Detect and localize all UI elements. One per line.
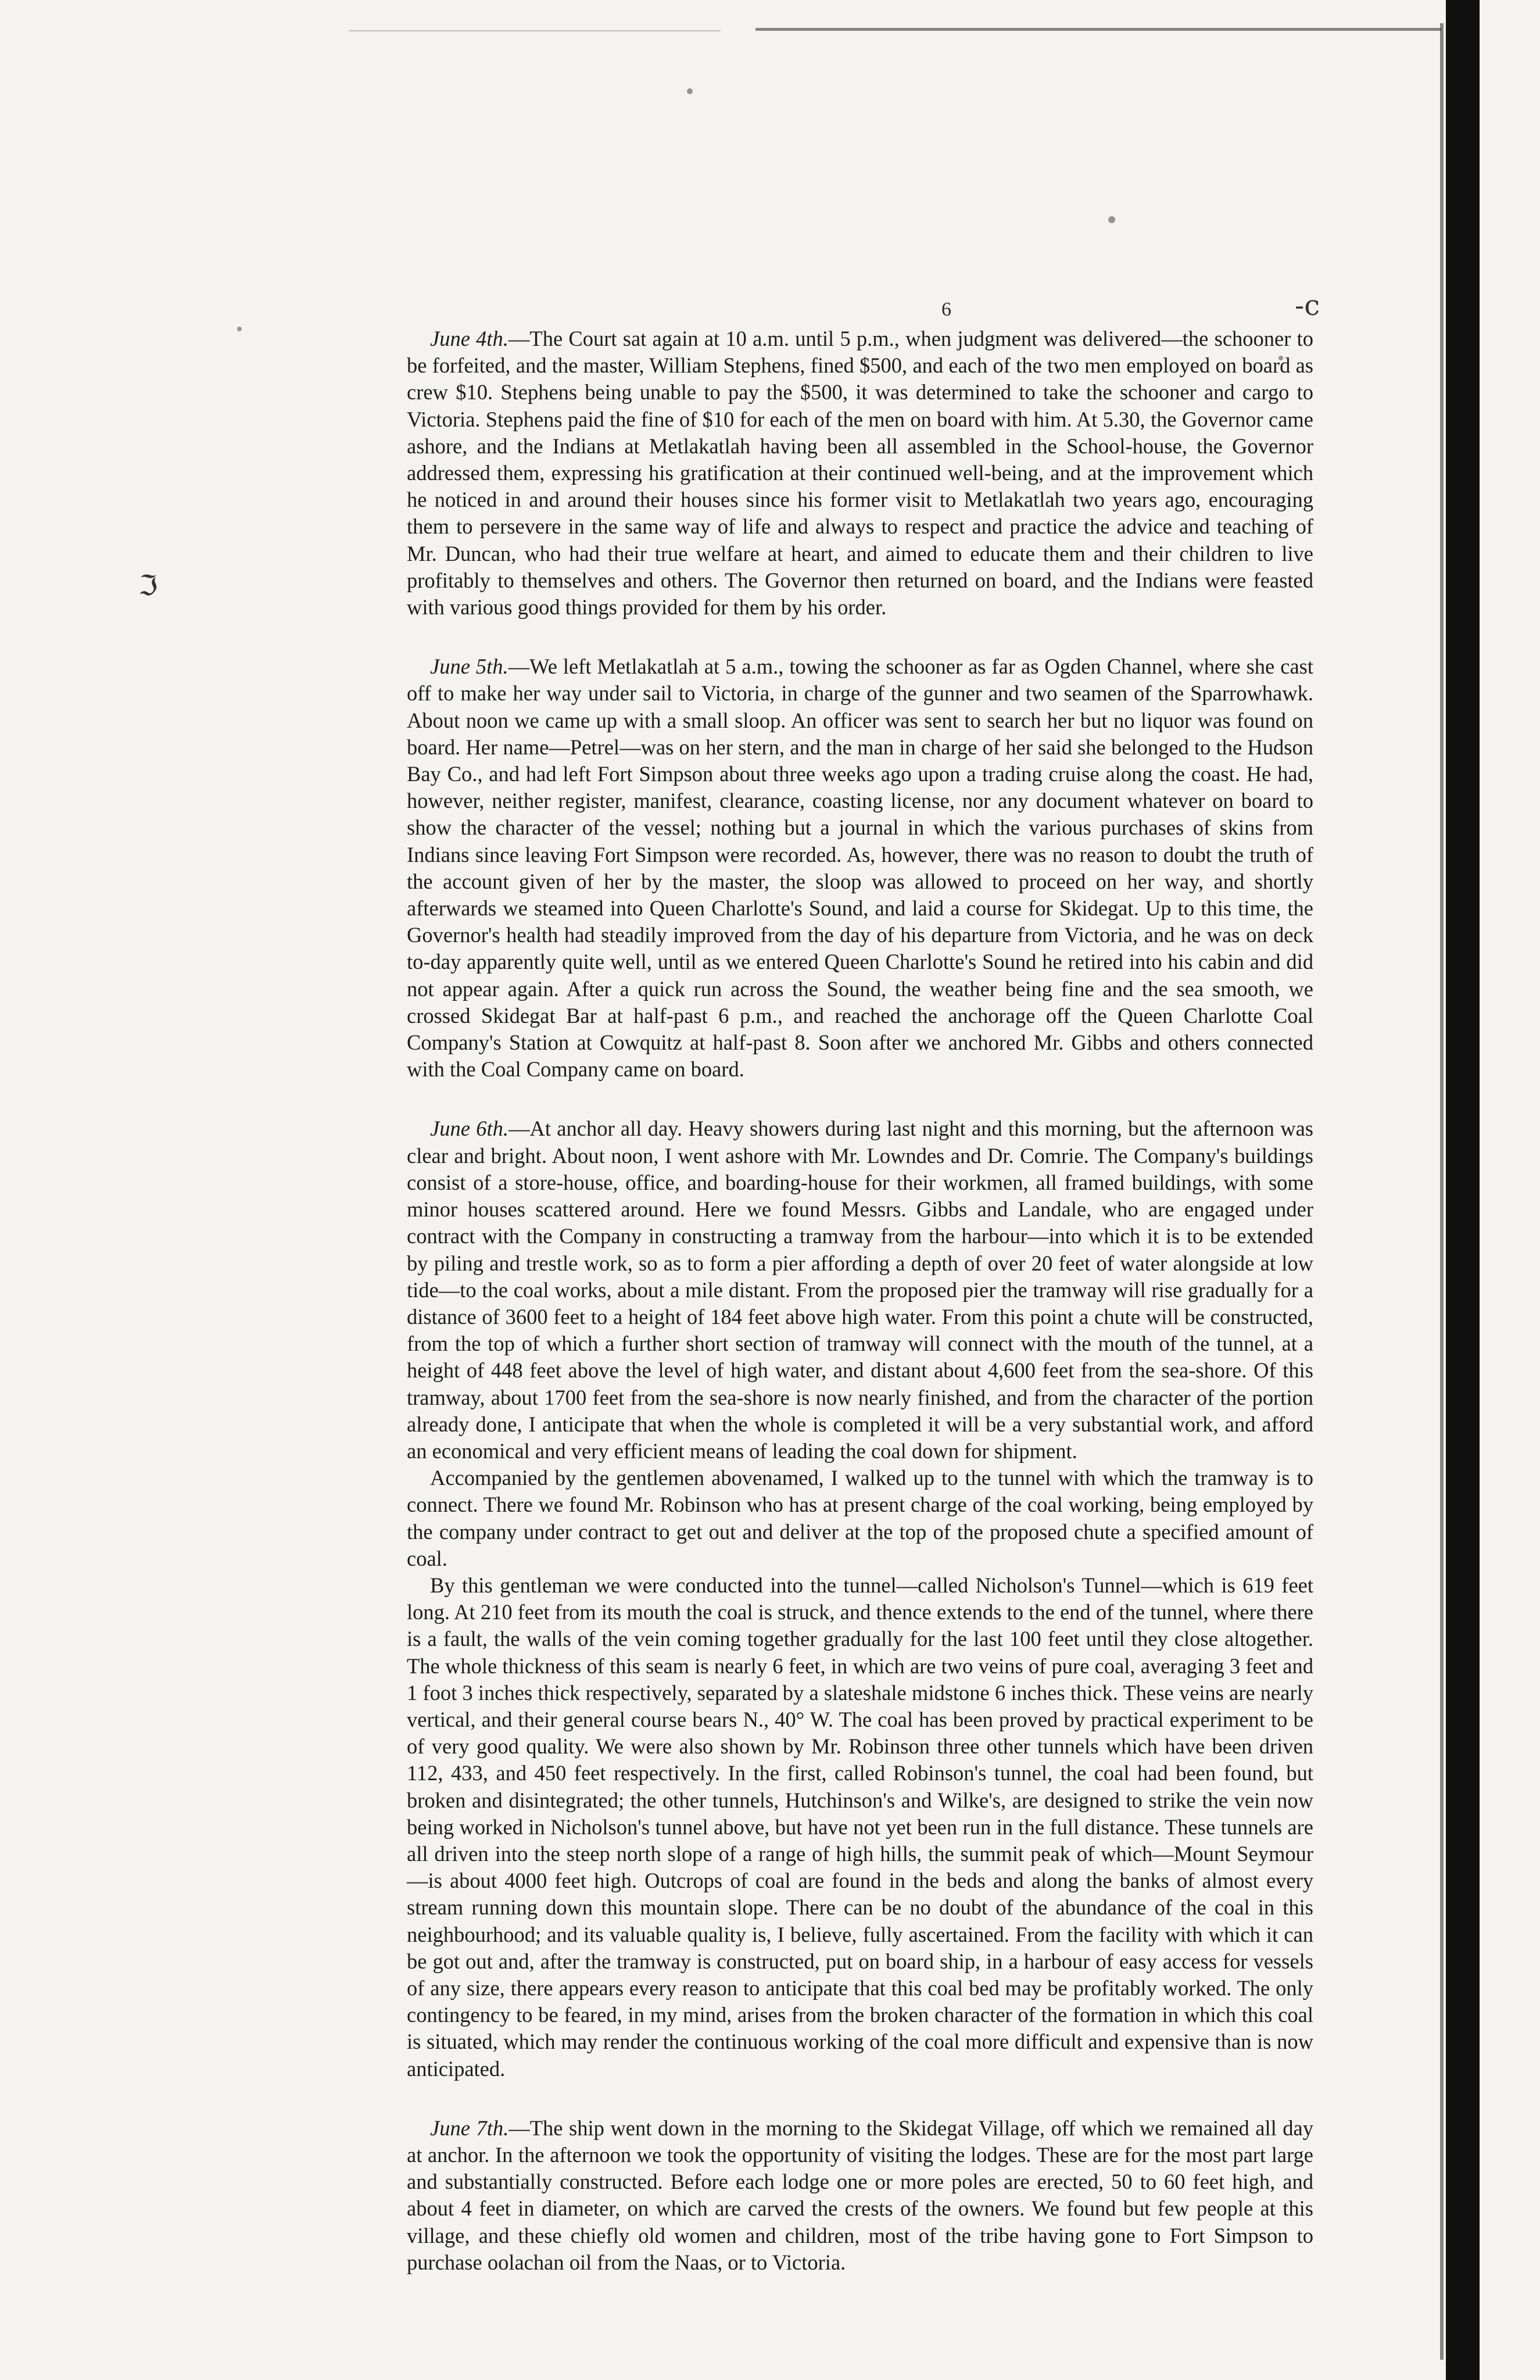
scan-edge-bar — [1446, 0, 1480, 2380]
entry-paragraph — [407, 2115, 1313, 2276]
scan-speck — [237, 327, 242, 331]
entry-paragraph — [407, 325, 1313, 621]
entry-paragraph — [407, 1115, 1313, 1465]
entry-paragraph: By this gentleman we were conducted into the tunnel—called Nicholson's Tunnel—which is 619 feet long. At 210 feet from its mouth the coal is struck, and thence extends to the end of the tunnel, where there is a fault, the walls of the vein coming together gradually for the last 100 feet until they close altogether. The whole thickness of this seam is nearly 6 feet, in which are two veins of pure coal, averaging 3 feet and 1 foot 3 inches thick respectively, separated by a slateshale midstone 6 inches thick. These veins are nearly vertical, and their general course bears N., 40° W. The coal has been proved by practical experiment to be of very good quality. We were also shown by Mr. Robinson three other tunnels which have been driven 112, 433, and 450 feet respectively. In the first, called Robinson's tunnel, the coal had been found, but broken and disintegrated; the other tunnels, Hutchinson's and Wilke's, are designed to strike the vein now being worked in Nicholson's tunnel above, but have not yet been run in the full distance. These tunnels are all driven into the steep north slope of a range of high hills, the summit peak of which—Mount Seymour—is about 4000 feet high. Outcrops of coal are found in the beds and along the banks of almost every stream running down this mountain slope. There can be no doubt of the abundance of the coal in this neighbourhood; and its valuable quality is, I believe, fully ascertained. From the facility with which it can be got out and, after the tramway is constructed, put on board ship, in a harbour of easy access for vessels of any size, there appears every reason to anticipate that this coal bed may be profitably worked. The only contingency to be feared, in my mind, arises from the broken character of the formation in which this coal is situated, which may render the continuous working of the coal more difficult and expensive than is now anticipated. — [407, 1573, 1313, 2081]
scan-speck — [687, 88, 693, 94]
scan-top-rule — [755, 28, 1441, 31]
entry-date: June 6th. — [430, 1116, 508, 1141]
entry-date: June 5th. — [430, 654, 508, 679]
scan-edge-shadow — [1440, 23, 1444, 2360]
entry-date: June 4th. — [430, 327, 508, 350]
entry-date: June 7th. — [430, 2116, 509, 2140]
entry-text: —We left Metlakatlah at 5 a.m., towing the schooner as far as Ogden Channel, where she cast off to make her way under sail to Victoria, in charge of the gunner and two seamen of the Sparrowhawk. About noon we came up with a small sloop. An officer was sent to search her but no liquor was found on board. Her name—Petrel—was on her stern, and the man in charge of her said she belonged to the Hudson Bay Co., and had left Fort Simpson about three weeks ago upon a trading cruise along the coast. He had, however, neither register, manifest, clearance, coasting license, nor any document whatever on board to show the character of the vessel; nothing but a journal in which the various purchases of skins from Indians since leaving Fort Simpson were recorded. As, however, there was no reason to doubt the truth of the account given of her by the master, the sloop was allowed to proceed on her way, and shortly afterwards we steamed into Queen Charlotte's Sound, and laid a course for Skidegat. Up to this time, the Governor's health had steadily improved from the day of his departure from Victoria, and he was on deck to-day apparently quite well, until as we entered Queen Charlotte's Sound he retired into his cabin and did not appear again. After a quick run across the Sound, the weather being fine and the sea smooth, we crossed Skidegat Bar at half-past 6 p.m., and reached the anchorage off the Queen Charlotte Coal Company's Station at Cowquitz at half-past 8. Soon after we anchored Mr. Gibbs and others connected with the Coal Company came on board. — [407, 654, 1313, 1082]
margin-mark: ℑ — [138, 570, 158, 602]
scan-speck — [1108, 216, 1115, 223]
entry-text: —The Court sat again at 10 a.m. until 5 p.m., when judgment was delivered—the schooner to be forfeited, and the master, William Stephens, fined $500, and each of the two men employed on board as crew $10. Stephens being unable to pay the $500, it was determined to take the schooner and cargo to Victoria. Stephens paid the fine of $10 for each of the men on board with him. At 5.30, the Governor came ashore, and the Indians at Metlakatlah having been all assembled in the School-house, the Governor addressed them, expressing his gratification at their continued well-being, and at the improvement which he noticed in and around their houses since his former visit to Metlakatlah two years ago, encouraging them to persevere in the same way of life and always to respect and practice the advice and teaching of Mr. Duncan, who had their true welfare at heart, and aimed to educate them and their children to live profitably to themselves and others. The Governor then returned on board, and the Indians were feasted with various good things provided for them by his order. — [407, 327, 1313, 620]
page-number: 6 — [941, 299, 951, 320]
journal-entry — [407, 653, 1313, 1083]
journal-entry — [407, 325, 1313, 621]
journal-entry — [407, 1115, 1313, 2082]
document-body — [407, 325, 1313, 2309]
entry-text: —The ship went down in the morning to the Skidegat Village, off which we remained all day at anchor. In the afternoon we took the opportunity of visiting the lodges. These are for the most part large and substantially constructed. Before each lodge one or more poles are erected, 50 to 60 feet high, and about 4 feet in diameter, on which are carved the crests of the owners. We found but few people at this village, and these chiefly old women and children, most of the tribe having gone to Fort Simpson to purchase oolachan oil from the Naas, or to Victoria. — [407, 2116, 1314, 2274]
margin-mark: -ϲ — [1295, 289, 1320, 322]
journal-entry — [407, 2115, 1313, 2276]
entry-paragraph: Accompanied by the gentlemen abovenamed, I walked up to the tunnel with which the tramway is to connect. There we found Mr. Robinson who has at present charge of the coal working, being employed by the company under contract to get out and deliver at the top of the proposed chute a specified amount of coal. — [407, 1466, 1313, 1570]
entry-paragraph — [407, 653, 1313, 1083]
scan-top-rule-faint — [349, 30, 721, 31]
entry-text: —At anchor all day. Heavy showers during last night and this morning, but the afternoon was clear and bright. About noon, I went ashore with Mr. Lowndes and Dr. Comrie. The Company's buildings consist of a store-house, office, and boarding-house for their workmen, all framed buildings, with some minor houses scattered around. Here we found Messrs. Gibbs and Landale, who are engaged under contract with the Company in constructing a tramway from the harbour—into which it is to be extended by piling and trestle work, so as to form a pier affording a depth of over 20 feet of water alongside at low tide—to the coal works, about a mile distant. From the proposed pier the tramway will rise gradually for a distance of 3600 feet to a height of 184 feet above high water. From this point a chute will be constructed, from the top of which a further short section of tramway will connect with the mouth of the tunnel, at a height of 448 feet above the level of high water, and distant about 4,600 feet from the sea-shore. Of this tramway, about 1700 feet from the sea-shore is now nearly finished, and from the character of the portion already done, I anticipate that when the whole is completed it will be a very substantial work, and afford an economical and very efficient means of leading the coal down for shipment. — [407, 1116, 1313, 1463]
